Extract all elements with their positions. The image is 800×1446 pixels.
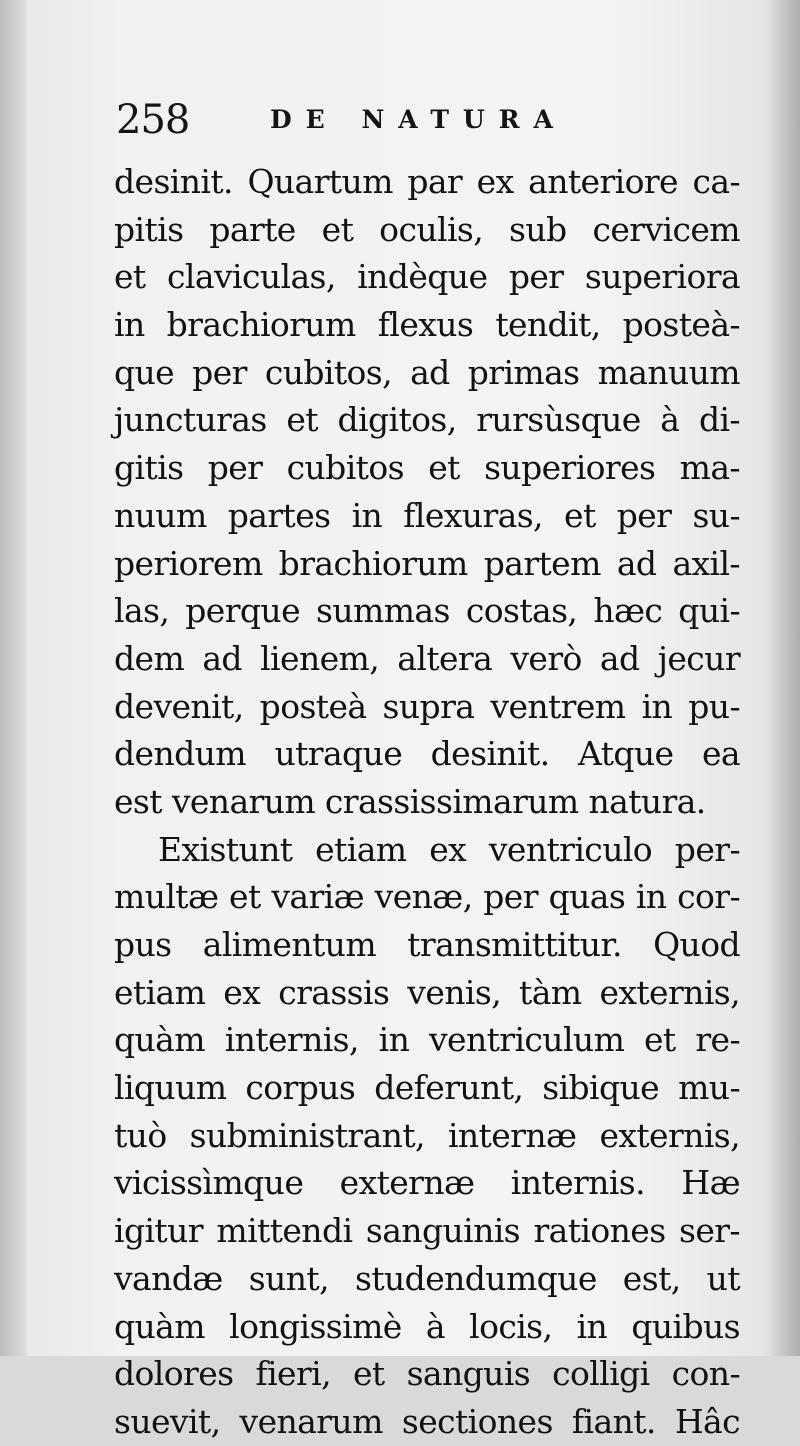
text-line: et claviculas, indèque per superiora <box>114 257 740 297</box>
text-line: vandæ sunt, studendumque est, ut <box>114 1258 740 1298</box>
page-number: 258 <box>116 97 190 143</box>
text-line: multæ et variæ venæ, per quas in cor- <box>114 877 740 917</box>
text-line: quàm internis, in ventriculum et re- <box>114 1020 740 1060</box>
page-edge-shadow <box>766 0 800 1356</box>
text-line: dolores fieri, et sanguis colligi con- <box>114 1354 740 1394</box>
text-line: dendum utraque desinit. Atque ea <box>114 734 740 774</box>
text-line: que per cubitos, ad primas manuum <box>114 352 740 392</box>
text-line: igitur mittendi sanguinis rationes ser- <box>114 1211 740 1251</box>
page-header <box>116 92 736 148</box>
body-text <box>114 158 740 1446</box>
text-line: juncturas et digitos, rursùsque à di- <box>114 400 740 440</box>
page-gutter-shadow <box>0 0 26 1356</box>
text-line: etiam ex crassis venis, tàm externis, <box>114 972 740 1012</box>
text-line: dem ad lienem, altera verò ad jecur <box>114 638 740 678</box>
text-line: liquum corpus deferunt, sibique mu- <box>114 1068 740 1108</box>
running-head: DE NATURA <box>270 105 567 134</box>
text-line: las, perque summas costas, hæc qui- <box>114 591 740 631</box>
text-line: nuum partes in flexuras, et per su- <box>114 495 740 535</box>
text-line: tuò subministrant, internæ externis, <box>114 1115 740 1155</box>
text-line: devenit, posteà supra ventrem in pu- <box>114 686 740 726</box>
text-line: in brachiorum flexus tendit, posteà- <box>114 305 740 345</box>
text-line: pus alimentum transmittitur. Quod <box>114 925 740 964</box>
text-line: gitis per cubitos et superiores ma- <box>114 448 740 488</box>
paragraph-start-line: Existunt etiam ex ventriculo per- <box>158 829 740 869</box>
text-line: pitis parte et oculis, sub cervicem <box>114 209 740 249</box>
text-line: suevit, venarum sectiones fiant. Hâc <box>114 1401 740 1441</box>
text-line: periorem brachiorum partem ad axil- <box>114 543 740 583</box>
text-line: quàm longissimè à locis, in quibus <box>114 1306 740 1346</box>
paragraph-end-line: est venarum crassissimarum natura. <box>114 781 706 821</box>
text-line: vicissìmque externæ internis. Hæ <box>114 1163 740 1203</box>
text-line: desinit. Quartum par ex anteriore ca- <box>114 162 740 201</box>
